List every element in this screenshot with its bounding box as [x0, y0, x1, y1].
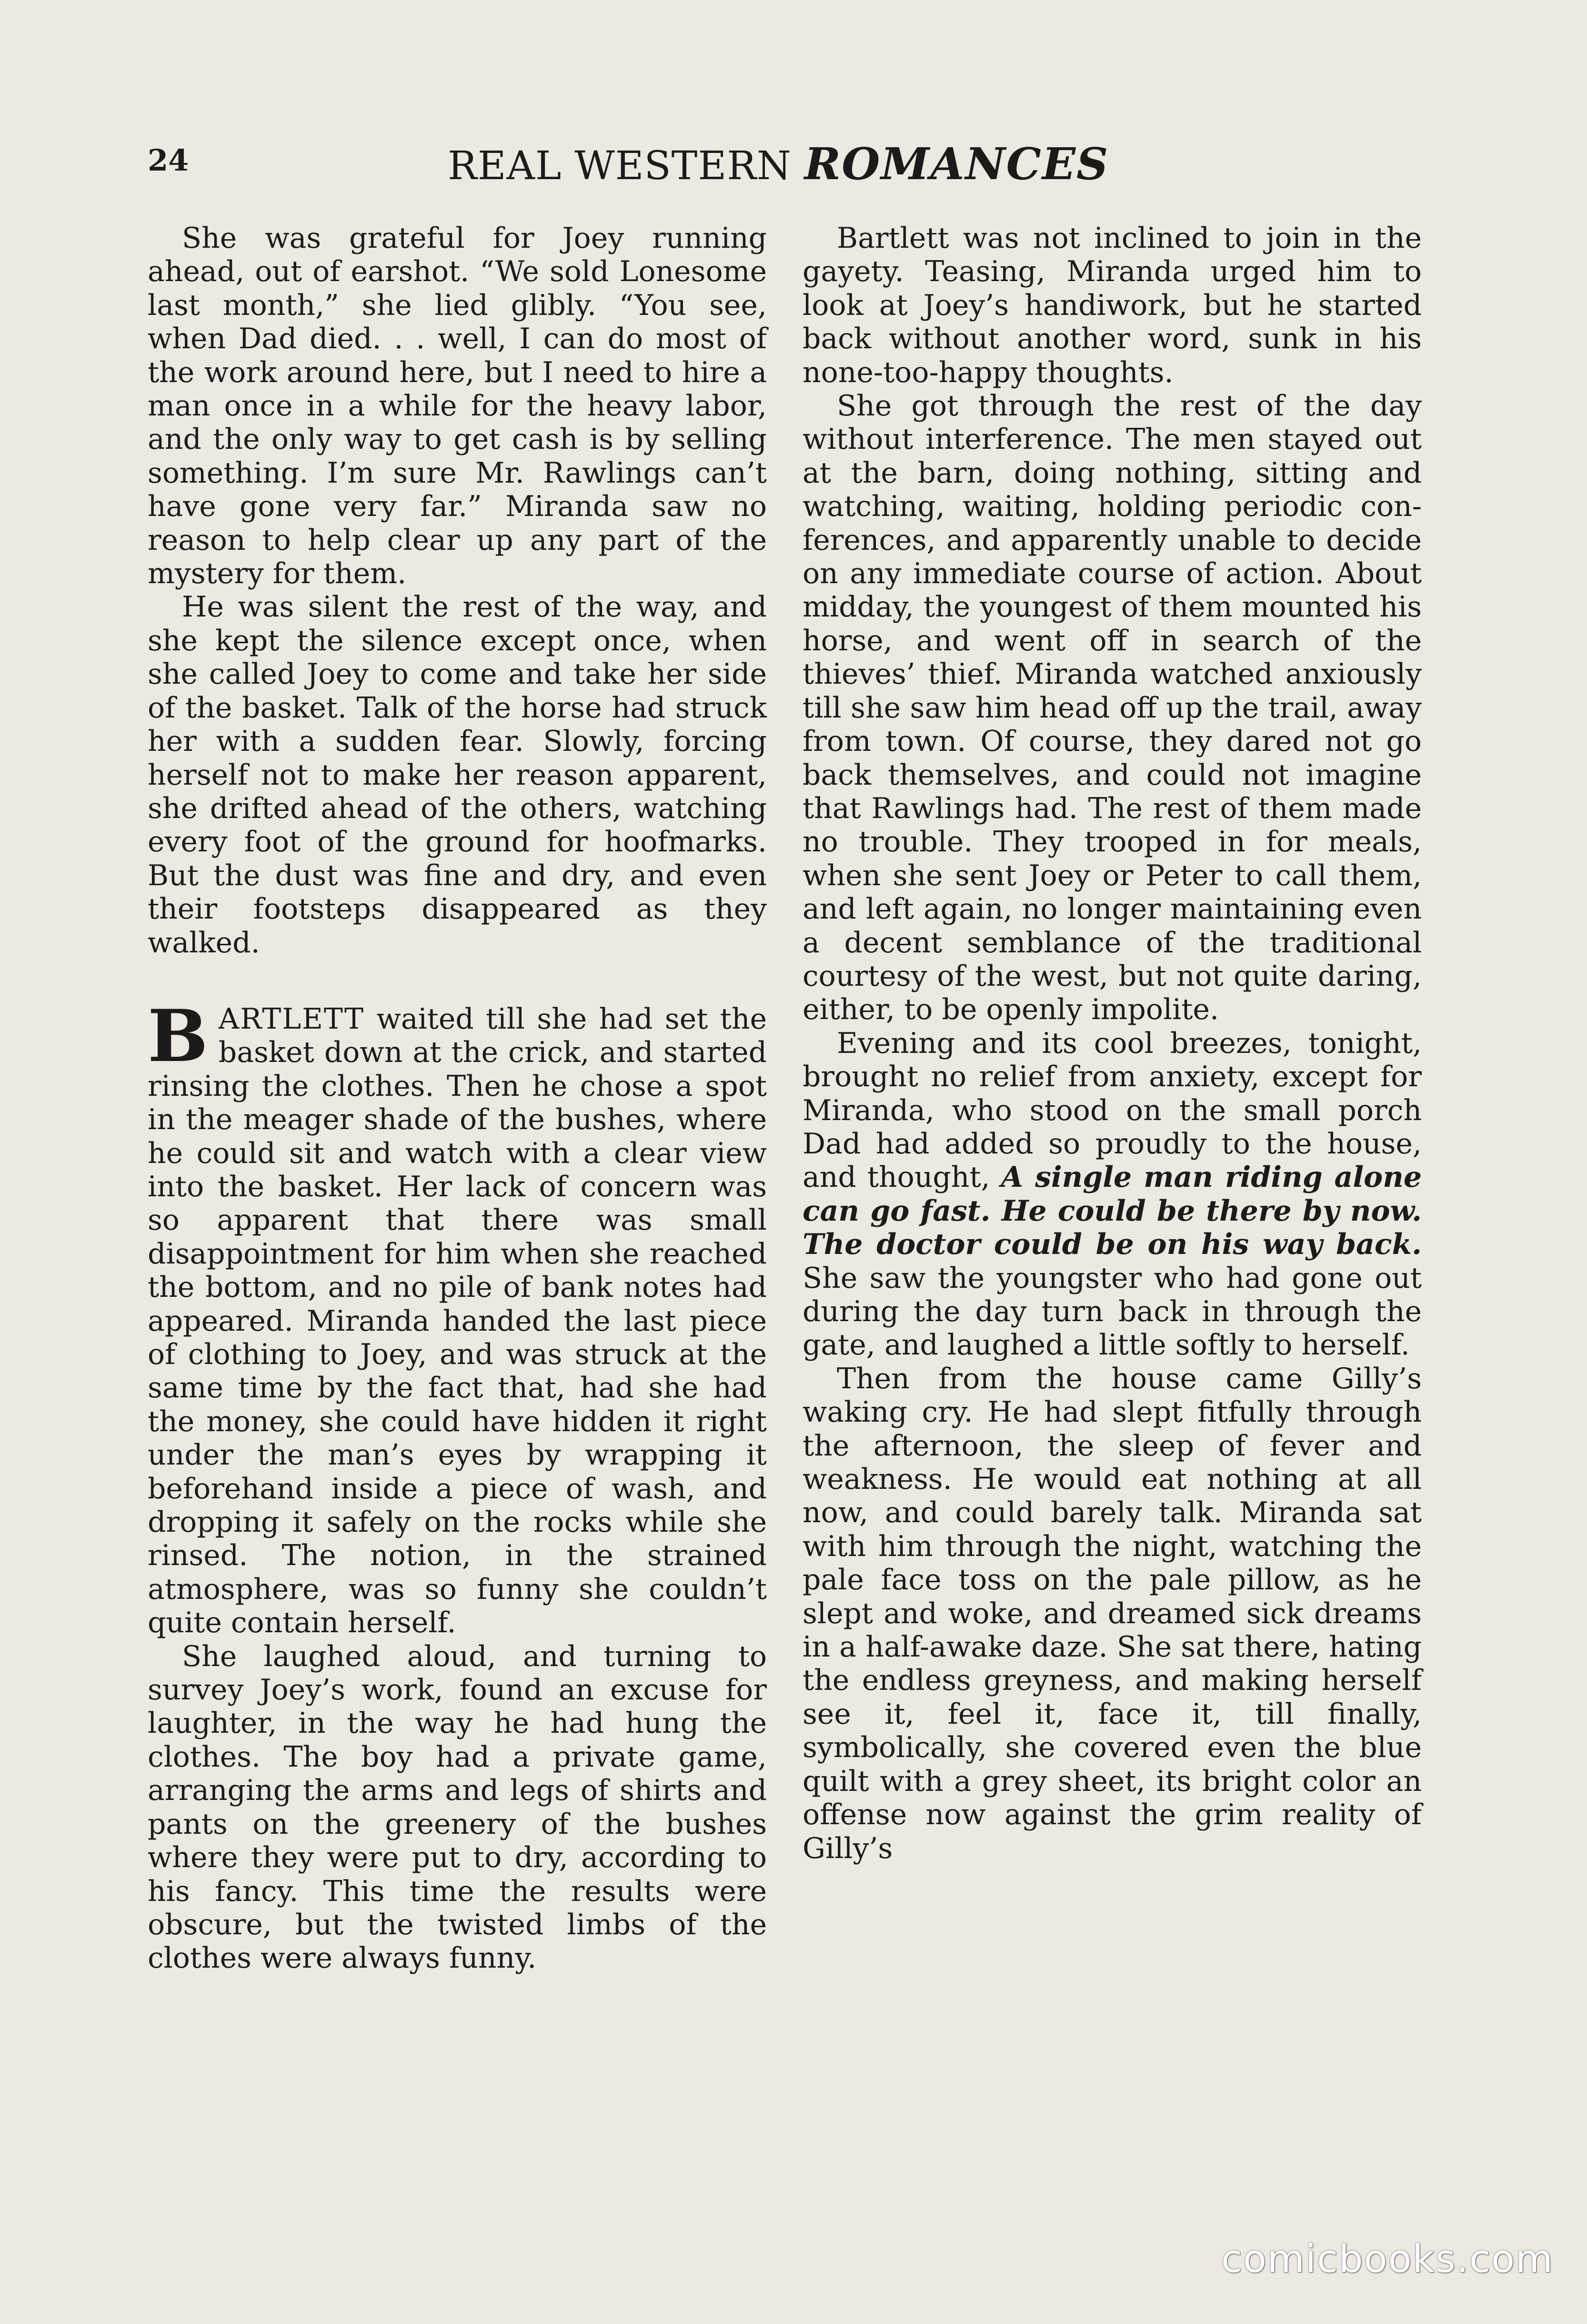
paragraph — [803, 1027, 1422, 1362]
right-column — [803, 222, 1422, 1865]
paragraph-text: Evening and its cool breezes, tonight, brought no relief from anxiety, except for Miranda, who stood on the small porch Dad had added so proudly to the house, and thought, — [803, 1026, 1422, 1194]
title-part-2: ROMANCES — [804, 138, 1109, 190]
page-header — [148, 138, 1424, 195]
paragraph: She got through the rest of the day without interference. The men stayed out at the barn, doing nothing, sitting and watching, waiting, holding periodic conferences, and apparently unable to decide on any immediate course of action. About midday, the youngest of them mounted his horse, and went off in search of the thieves’ thief. Miranda watched anxiously till she saw him head off up the trail, away from town. Of course, they dared not go back themselves, and could not imagine that Rawlings had. The rest of them made no trouble. They trooped in for meals, when she sent Joey or Peter to call them, and left again, no longer maintaining even a decent semblance of the traditional courtesy of the west, but not quite daring, either, to be openly impolite. — [803, 389, 1422, 1027]
paragraph-text: She saw the youngster who had gone out during the day turn back in through the gate, and laughed a little softly to herself. — [803, 1261, 1422, 1362]
left-column — [148, 222, 767, 1975]
watermark: comicbooks.com — [1221, 2237, 1554, 2281]
paragraph: She laughed aloud, and turning to survey Joey’s work, found an excuse for laughter, in the way he had hung the clothes. The boy had a private game, arranging the arms and legs of shirts and pants on the greenery of the bushes where they were put to dry, according to his fancy. This time the results were obscure, but the twisted limbs of the clothes were always funny. — [148, 1639, 767, 1975]
drop-cap: B — [148, 994, 208, 1078]
paragraph: He was silent the rest of the way, and she kept the silence except once, when she called Joey to come and take her side of the basket. Talk of the horse had struck her with a sudden fear. Slowly, forcing herself not to make her reason apparent, she drifted ahead of the others, watching every foot of the ground for hoofmarks. But the dust was fine and dry, and even their footsteps disappeared as they walked. — [148, 590, 767, 960]
section-start-paragraph — [148, 994, 767, 1640]
page-number: 24 — [148, 143, 189, 178]
paragraph-text: waited till she had set the basket down at the crick, and started rinsing the clothes. Then he chose a spot in the meager shade of the bushes, where he could sit and watch with a clear view into the basket. Her lack of concern was so apparent that there was small disappointment for him when she reached the bottom, and no pile of bank notes had appeared. Miranda handed the last piece of clothing to Joey, and was struck at the same time by the fact that, had she had the money, she could have hidden it right under the man’s eyes by wrapping it beforehand inside a piece of wash, and dropping it safely on the rocks while she rinsed. The notion, in the strained atmosphere, was so funny she couldn’t quite contain herself. — [148, 1002, 767, 1640]
italic-thought: A single man riding alone can go fast. He could be there by now. The doctor could be on his way back. — [803, 1161, 1422, 1262]
title-part-1: REAL WESTERN — [448, 143, 804, 189]
paragraph: She was grateful for Joey running ahead, out of earshot. “We sold Lonesome last month,” she lied glibly. “You see, when Dad died. . . well, I can do most of the work around here, but I need to hire a man once in a while for the heavy labor, and the only way to get cash is by selling something. I’m sure Mr. Rawlings can’t have gone very far.” Miranda saw no reason to help clear up any part of the mystery for them. — [148, 222, 767, 591]
paragraph: Then from the house came Gilly’s waking cry. He had slept fitfully through the afternoon, the sleep of fever and weakness. He would eat nothing at all now, and could barely talk. Miranda sat with him through the night, watching the pale face toss on the pale pillow, as he slept and woke, and dreamed sick dreams in a half-awake daze. She sat there, hating the endless greyness, and making herself see it, feel it, face it, till finally, symbolically, she covered even the blue quilt with a grey sheet, its bright color an offense now against the grim reality of Gilly’s — [803, 1362, 1422, 1865]
drop-cap-word: ARTLETT — [218, 1002, 365, 1036]
paragraph: Bartlett was not inclined to join in the gayety. Teasing, Miranda urged him to look at Joey’s handiwork, but he started back without another word, sunk in his none-too-happy thoughts. — [803, 222, 1422, 389]
magazine-title — [448, 138, 1109, 190]
